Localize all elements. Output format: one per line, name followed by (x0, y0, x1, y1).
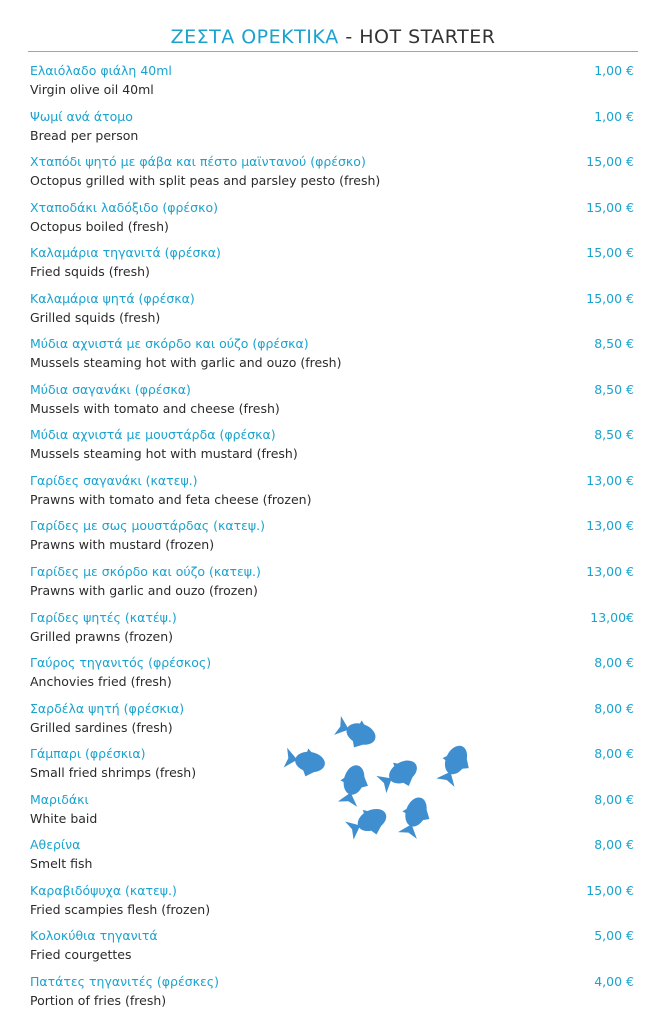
item-price: 4,00 € (594, 973, 634, 989)
item-price: 8,50 € (594, 381, 634, 397)
item-name-english: Bread per person (30, 127, 139, 143)
item-name-greek: Σαρδέλα ψητή (φρέσκια) (30, 700, 185, 716)
menu-item-list (0, 62, 670, 1018)
item-name-english: Fried courgettes (30, 947, 132, 963)
item-name-greek: Μαριδάκι (30, 791, 89, 807)
item-name-greek: Γαρίδες με σκόρδο και ούζο (κατεψ.) (30, 564, 261, 580)
item-name-english: Mussels steaming hot with garlic and ouzo (fresh) (30, 355, 342, 371)
section-title-english: HOT STARTER (359, 26, 496, 48)
item-name-english: Portion of fries (fresh) (30, 992, 167, 1008)
fish-icon (434, 741, 476, 789)
menu-item (0, 62, 670, 108)
item-name-greek: Γαρίδες ψητές (κατέψ.) (30, 609, 177, 625)
item-price: 8,00 € (594, 700, 634, 716)
item-name-greek: Γαρίδες σαγανάκι (κατεψ.) (30, 472, 198, 488)
menu-item (0, 654, 670, 700)
item-name-english: Prawns with garlic and ouzo (frozen) (30, 583, 258, 599)
item-name-english: Fried scampies flesh (frozen) (30, 901, 211, 917)
menu-item (0, 381, 670, 427)
item-price: 8,00 € (594, 791, 634, 807)
item-name-english: Virgin olive oil 40ml (30, 82, 154, 97)
item-price: 15,00 € (586, 245, 634, 261)
item-name-greek: Γαρίδες με σως μουστάρδας (κατεψ.) (30, 518, 265, 534)
item-name-english: Prawns with mustard (frozen) (30, 537, 215, 553)
item-price: 8,50 € (594, 336, 634, 352)
item-name-greek: Μύδια αχνιστά με σκόρδο και ούζο (φρέσκα) (30, 336, 309, 352)
item-price: 8,50 € (594, 427, 634, 443)
item-price: 15,00 € (586, 290, 634, 306)
item-price: 8,00 € (594, 746, 634, 762)
item-name-english: Prawns with tomato and feta cheese (frozen) (30, 491, 312, 507)
item-price: 15,00 € (586, 199, 634, 215)
item-name-greek: Κολοκύθια τηγανιτά (30, 928, 158, 944)
item-name-english: Small fried shrimps (fresh) (30, 765, 197, 781)
title-separator: - (338, 26, 360, 48)
item-name-greek: Γάμπαρι (φρέσκια) (30, 746, 146, 762)
item-name-greek: Ελαιόλαδο φιάλη 40ml (30, 63, 172, 78)
item-price: 8,00 € (594, 837, 634, 853)
fish-icon (332, 713, 379, 753)
item-price: 13,00 € (586, 564, 634, 580)
menu-item (0, 563, 670, 609)
item-price: 1,00 € (594, 108, 634, 124)
item-name-english: Octopus grilled with split peas and parsley pesto (fresh) (30, 173, 381, 189)
fish-icon (395, 793, 435, 840)
item-name-english: Grilled prawns (frozen) (30, 628, 174, 644)
menu-item (0, 108, 670, 154)
menu-item (0, 882, 670, 928)
item-name-english: White baid (30, 810, 98, 826)
item-name-english: Anchovies fried (fresh) (30, 674, 172, 690)
menu-item (0, 244, 670, 290)
menu-item (0, 290, 670, 336)
item-name-greek: Γαύρος τηγανιτός (φρέσκος) (30, 655, 212, 671)
menu-item (0, 472, 670, 518)
item-name-greek: Καραβιδόψυχα (κατεψ.) (30, 882, 177, 898)
item-name-english: Grilled sardines (fresh) (30, 719, 173, 735)
menu-item (0, 153, 670, 199)
menu-item (0, 335, 670, 381)
item-name-greek: Αθερίνα (30, 837, 81, 853)
item-name-greek: Μύδια αχνιστά με μουστάρδα (φρέσκα) (30, 427, 276, 443)
item-price: 13,00 € (586, 472, 634, 488)
item-name-greek: Καλαμάρια τηγανιτά (φρέσκα) (30, 245, 221, 261)
item-price: 15,00 € (586, 882, 634, 898)
item-price: 1,00 € (594, 63, 634, 78)
item-price: 13,00 € (586, 518, 634, 534)
item-name-english: Mussels with tomato and cheese (fresh) (30, 400, 280, 416)
menu-item (0, 517, 670, 563)
item-name-greek: Πατάτες τηγανιτές (φρέσκες) (30, 973, 219, 989)
fish-icon (283, 745, 327, 780)
menu-item (0, 973, 670, 1019)
menu-section-title (28, 24, 638, 52)
menu-item (0, 426, 670, 472)
menu-item (0, 609, 670, 655)
fish-icon (375, 753, 424, 797)
item-name-english: Octopus boiled (fresh) (30, 218, 169, 234)
item-name-english: Fried squids (fresh) (30, 264, 150, 280)
item-price: 15,00 € (586, 154, 634, 170)
item-name-greek: Ψωμί ανά άτομο (30, 108, 133, 124)
fish-school-icon (276, 712, 488, 852)
item-name-english: Mussels steaming hot with mustard (fresh) (30, 446, 298, 462)
menu-item (0, 927, 670, 973)
item-name-greek: Καλαμάρια ψητά (φρέσκα) (30, 290, 195, 306)
item-name-greek: Μύδια σαγανάκι (φρέσκα) (30, 381, 191, 397)
section-title-greek: ΖΕΣΤΑ ΟΡΕΚΤΙΚΑ (170, 26, 339, 48)
fish-icon (335, 762, 372, 808)
item-name-english: Smelt fish (30, 856, 93, 872)
item-name-greek: Χταποδάκι λαδόξιδο (φρέσκο) (30, 199, 218, 215)
item-price: 8,00 € (594, 655, 634, 671)
fish-icon (344, 802, 392, 844)
item-price: 5,00 € (594, 928, 634, 944)
item-name-english: Grilled squids (fresh) (30, 309, 161, 325)
item-price: 13,00€ (590, 609, 634, 625)
menu-item (0, 199, 670, 245)
item-name-greek: Χταπόδι ψητό με φάβα και πέστο μαϊντανού (φρέσκο) (30, 154, 366, 170)
